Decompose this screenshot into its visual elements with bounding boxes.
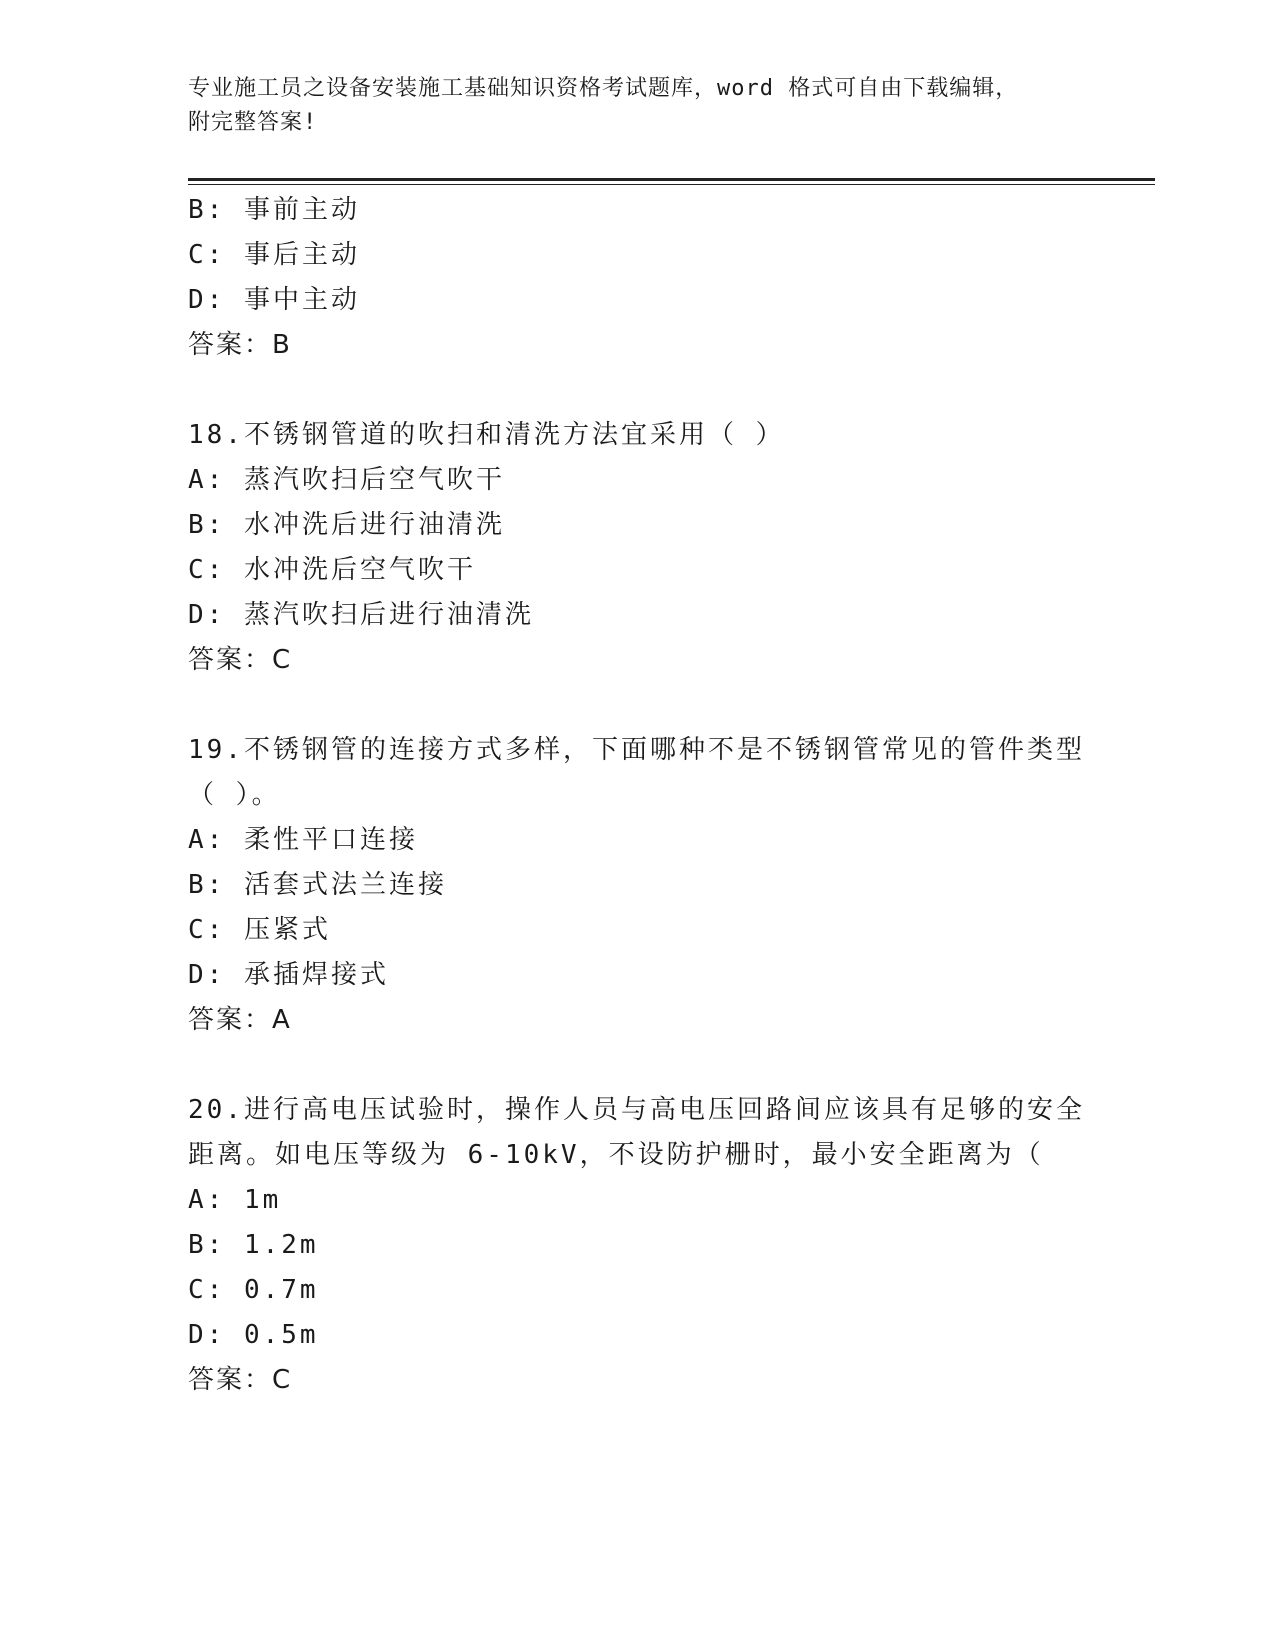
q18-option-c: C: 水冲洗后空气吹干 bbox=[188, 555, 476, 585]
q19-option-c: C: 压紧式 bbox=[188, 915, 331, 945]
q17-option-b: B: 事前主动 bbox=[188, 195, 360, 225]
q19-answer: 答案：A bbox=[188, 1005, 292, 1035]
q19-stem-line-1: 19.不锈钢管的连接方式多样，下面哪种不是不锈钢管常见的管件类型 bbox=[188, 735, 1085, 765]
q19-stem-line-2: （ ）。 bbox=[188, 780, 281, 810]
header-line-1: 专业施工员之设备安装施工基础知识资格考试题库，word 格式可自由下载编辑， bbox=[188, 76, 1019, 101]
q18-option-a: A: 蒸汽吹扫后空气吹干 bbox=[188, 465, 505, 495]
q19-option-d: D: 承插焊接式 bbox=[188, 960, 389, 990]
q20-stem-line-2: 距离。如电压等级为 6-10kV，不设防护栅时，最小安全距离为（ bbox=[188, 1140, 1044, 1170]
q17-option-c: C: 事后主动 bbox=[188, 240, 360, 270]
q19-option-a: A: 柔性平口连接 bbox=[188, 825, 418, 855]
q20-option-b: B: 1.2m bbox=[188, 1230, 319, 1260]
q17-option-d: D: 事中主动 bbox=[188, 285, 360, 315]
q20-option-a: A: 1m bbox=[188, 1185, 282, 1215]
header-line-2: 附完整答案! bbox=[188, 110, 318, 135]
document-header bbox=[188, 72, 1088, 140]
q17-answer: 答案：B bbox=[188, 330, 292, 360]
q19-option-b: B: 活套式法兰连接 bbox=[188, 870, 447, 900]
q20-stem-line-1: 20.进行高电压试验时，操作人员与高电压回路间应该具有足够的安全 bbox=[188, 1095, 1085, 1125]
header-divider-thick bbox=[188, 178, 1155, 181]
q20-option-c: C: 0.7m bbox=[188, 1275, 319, 1305]
q18-answer: 答案：C bbox=[188, 645, 293, 675]
q18-stem: 18.不锈钢管道的吹扫和清洗方法宜采用（ ） bbox=[188, 420, 785, 450]
q20-answer: 答案：C bbox=[188, 1365, 293, 1395]
q18-option-d: D: 蒸汽吹扫后进行油清洗 bbox=[188, 600, 534, 630]
q20-option-d: D: 0.5m bbox=[188, 1320, 319, 1350]
q18-option-b: B: 水冲洗后进行油清洗 bbox=[188, 510, 505, 540]
header-divider-thin bbox=[188, 184, 1155, 185]
